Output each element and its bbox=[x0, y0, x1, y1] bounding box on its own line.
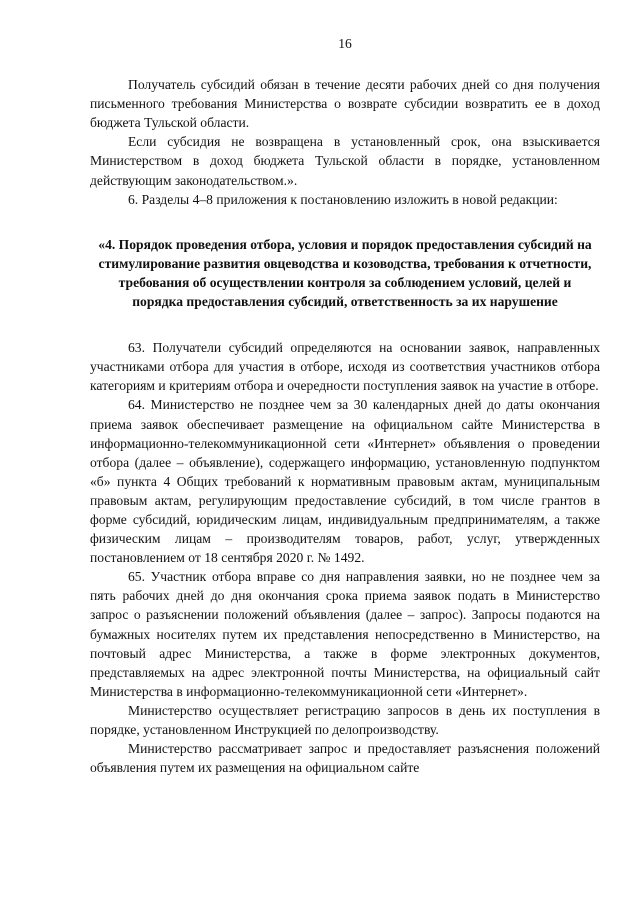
paragraph-65: 65. Участник отбора вправе со дня направления заявки, но не позднее чем за пять рабочих дней до дня окончания срока приема заявок подать в Министерство запрос о разъяснении положений объявления (далее – запрос). Запросы подаются на бумажных носителях путем их представления непосредственно в Министерство, на почтовый адрес Министерства, а также в форме электронных документов, представляемых на адрес электронной почты Министерства, на официальный сайт Министерства в информационно-телекоммуникационной сети «Интернет». bbox=[90, 569, 600, 699]
paragraph-amendment-sections: 6. Разделы 4–8 приложения к постановлению изложить в новой редакции: bbox=[128, 191, 558, 207]
paragraph-63: 63. Получатели субсидий определяются на основании заявок, направленных участниками отбора для участия в отборе, исходя из соответствия участников отбора категориям и критериям отбора и очередности поступления заявок на участие в отборе. bbox=[90, 340, 600, 394]
paragraph-subsidy-return-obligation: Получатель субсидий обязан в течение десяти рабочих дней со дня получения письменного требования Министерства о возврате субсидии возвратить ее в доход бюджета Тульской области. bbox=[90, 77, 600, 131]
page-number: 16 bbox=[338, 36, 352, 51]
section-heading: «4. Порядок проведения отбора, условия и порядок предоставления субсидий на стимулирование развития овцеводства и козоводства, требования к отчетности, требования об осуществлении контроля за соблюдением условий, целей и порядка предоставления субсидий, ответственность за их нарушение bbox=[98, 236, 592, 310]
paragraph-64: 64. Министерство не позднее чем за 30 календарных дней до даты окончания приема заявок обеспечивает размещение на официальном сайте Министерства в информационно-телекоммуникационной сети «Интернет» объявления о проведении отбора (далее – объявление), содержащего информацию, установленную подпунктом «б» пункта 4 Общих требований к нормативным правовым актам, муниципальным правовым актам, регулирующим предоставление субсидий, в том числе грантов в форме субсидий, юридическим лицам, индивидуальным предпринимателям, а также физическим лицам – производителям товаров, работ, услуг, утвержденных постановлением от 18 сентября 2020 г. № 1492. bbox=[90, 397, 600, 566]
paragraph-request-registration: Министерство осуществляет регистрацию запросов в день их поступления в порядке, установленном Инструкцией по делопроизводству. bbox=[90, 702, 600, 737]
paragraph-subsidy-recovery: Если субсидия не возвращена в установленный срок, она взыскивается Министерством в доход бюджета Тульской области в порядке, установленном действующим законодательством.». bbox=[90, 134, 600, 188]
paragraph-request-review: Министерство рассматривает запрос и предоставляет разъяснения положений объявления путем их размещения на официальном сайте bbox=[90, 741, 600, 776]
